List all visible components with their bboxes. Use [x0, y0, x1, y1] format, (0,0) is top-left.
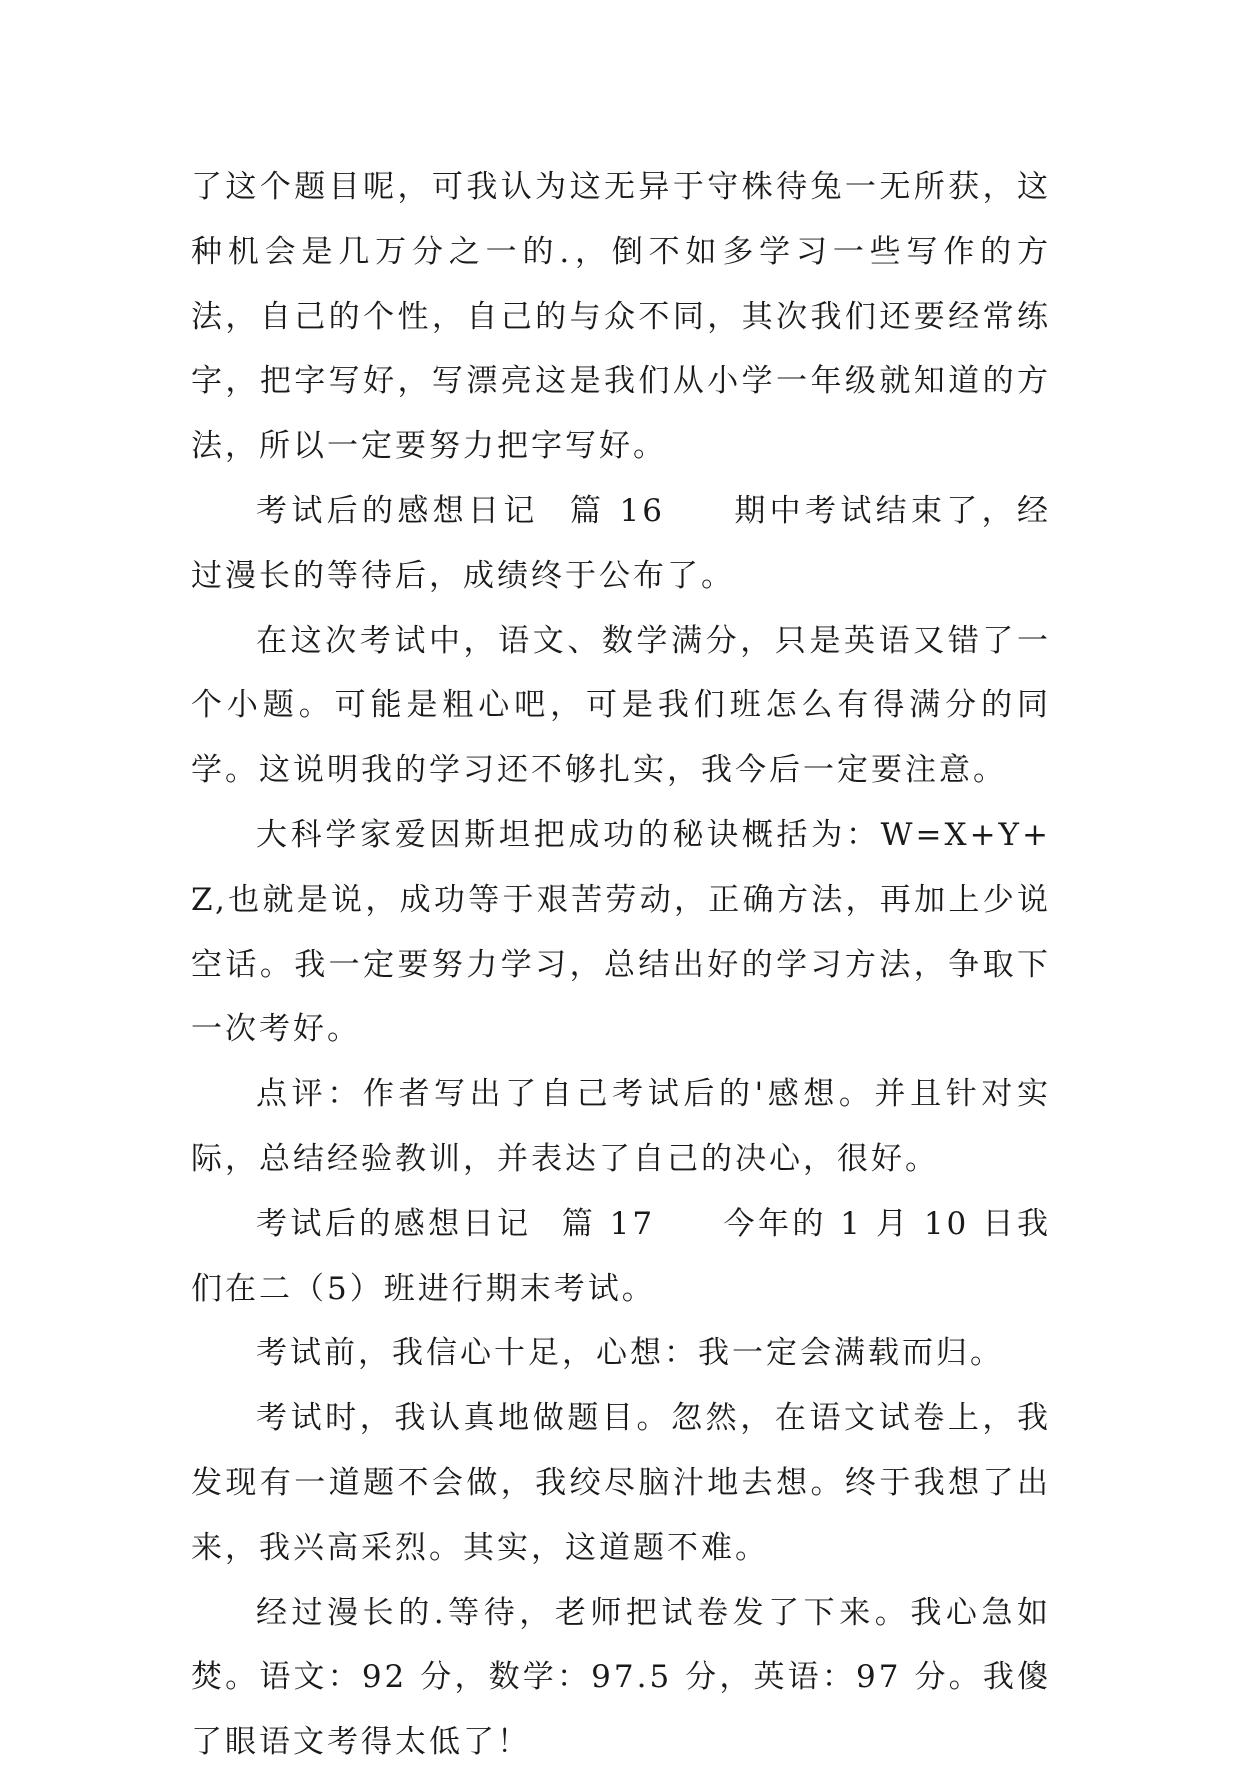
paragraph-text: 了这个题目呢，可我认为这无异于守株待兔一无所获，这种机会是几万分之一的.，倒不如多学习一些写作的方法，自己的个性，自己的与众不同，其次我们还要经常练字，把字写好，写漂亮这是我们从小学一年级就知道的方法，所以一定要努力把字写好。 [191, 169, 1051, 465]
section-heading: 考试后的感想日记 [256, 1205, 532, 1242]
paragraph [191, 1386, 1051, 1580]
paragraph-text: 今年的 1 月 10 日我们在二（5）班进行期末考试。 [191, 1205, 1051, 1307]
paragraph-text: 考试前，我信心十足，心想：我一定会满载而归。 [256, 1335, 1004, 1372]
paragraph [191, 803, 1051, 1062]
document-body [191, 155, 1051, 1775]
paragraph-text: 在这次考试中，语文、数学满分，只是英语又错了一个小题。可能是粗心吧，可是我们班怎么有得满分的同学。这说明我的学习还不够扎实，我今后一定要注意。 [191, 622, 1051, 789]
paragraph-text: 大科学家爱因斯坦把成功的秘诀概括为：W=X+Y+Z,也就是说，成功等于艰苦劳动，正确方法，再加上少说空话。我一定要努力学习，总结出好的学习方法，争取下一次考好。 [191, 816, 1051, 1048]
paragraph [191, 609, 1051, 803]
section-paragraph [191, 1192, 1051, 1322]
paragraph-text: 考试时，我认真地做题目。忽然，在语文试卷上，我发现有一道题不会做，我绞尽脑汁地去想。终于我想了出来，我兴高采烈。其实，这道题不难。 [191, 1400, 1051, 1566]
section-number: 篇 17 [561, 1205, 656, 1242]
paragraph [191, 1321, 1051, 1386]
section-number: 篇 16 [568, 492, 665, 529]
paragraph [191, 1581, 1051, 1775]
paragraph-text: 经过漫长的.等待，老师把试卷发了下来。我心急如焚。语文：92 分，数学：97.5 分，英语：97 分。我傻了眼语文考得太低了！ [191, 1594, 1051, 1761]
comment-paragraph [191, 1062, 1051, 1192]
paragraph [191, 155, 1051, 479]
paragraph-text: 点评：作者写出了自己考试后的'感想。并且针对实际，总结经验教训，并表达了自己的决心，很好。 [191, 1076, 1051, 1177]
section-paragraph [191, 479, 1051, 609]
paragraph-text: 期中考试结束了，经过漫长的等待后，成绩终于公布了。 [191, 492, 1052, 594]
section-heading: 考试后的感想日记 [256, 492, 539, 529]
